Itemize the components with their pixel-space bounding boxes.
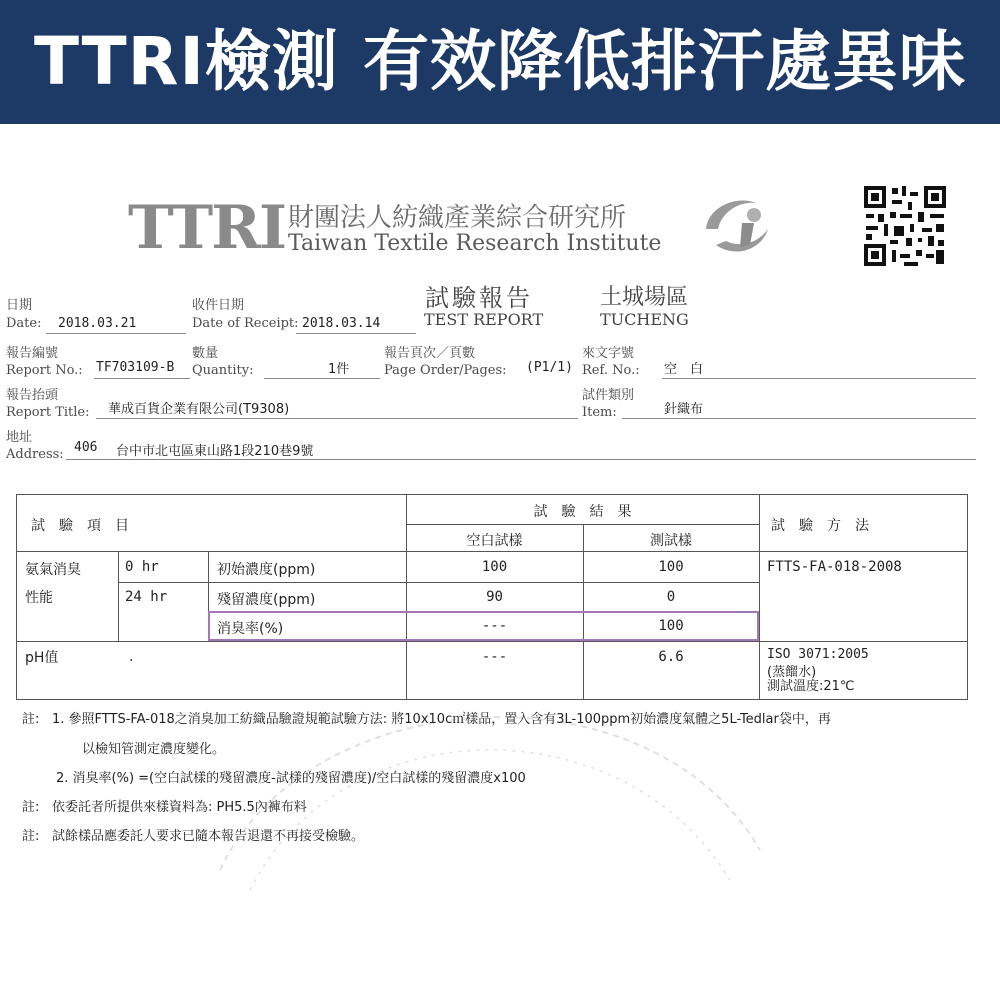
note-1-line3: 2. 消臭率(%) =(空白試樣的殘留濃度-試樣的殘留濃度)/空白試樣的殘留濃度x100 — [56, 771, 526, 786]
receipt-label-zh: 收件日期 — [192, 298, 245, 313]
header-blank-sample: 空白試樣 — [466, 533, 523, 549]
title-label-zh: 報告抬頭 — [6, 388, 59, 403]
note-2-text: 依委託者所提供來樣資料為: PH5.5內褲布料 — [52, 800, 307, 815]
note-3-key: 註: — [22, 829, 40, 844]
header-test-result: 試 驗 結 果 — [533, 504, 632, 520]
item-label-en: Item: — [582, 405, 617, 420]
institute-logo — [128, 195, 778, 270]
row-name: 初始濃度(ppm) — [217, 562, 316, 578]
note-1-line2: 以檢知管測定濃度變化。 — [82, 742, 226, 757]
method-ph-line2: (蒸餾水) — [767, 665, 817, 680]
row-sample-value: 100 — [658, 618, 684, 634]
date-label-en: Date: — [6, 316, 42, 331]
date-label-zh: 日期 — [6, 298, 33, 313]
group-ammonia-line1: 氨氣消臭 — [25, 562, 81, 578]
logo-ttri: TTRI — [128, 193, 286, 263]
address-code: 406 — [74, 440, 98, 455]
receipt-underline — [296, 333, 416, 334]
row-blank-value: 100 — [481, 559, 508, 575]
row-blank-value: 90 — [486, 589, 503, 605]
report-no-label-zh: 報告編號 — [6, 346, 59, 361]
header-test-sample: 測試樣 — [650, 533, 692, 549]
address-underline — [66, 459, 976, 460]
institute-name-zh: 財團法人紡織產業綜合研究所 — [288, 203, 627, 233]
report-no-label-en: Report No.: — [6, 363, 83, 378]
note-2-key: 註: — [22, 800, 40, 815]
ref-value: 空 白 — [664, 362, 704, 377]
note-1-text: 1. 參照FTTS-FA-018之消臭加工紡織品驗證規範試驗方法: 將10x10c㎡樣品，置入含有3L-100ppm初始濃度氣體之5L-Tedlar袋中，再 — [52, 712, 831, 727]
report-title-zh: 試驗報告 — [425, 284, 533, 312]
ph-blank-value: --- — [481, 649, 508, 665]
receipt-value: 2018.03.14 — [302, 316, 381, 331]
site-name-zh: 土城場區 — [600, 285, 689, 310]
ph-label: pH值 — [25, 650, 59, 666]
date-underline — [46, 333, 186, 334]
quantity-underline — [264, 378, 380, 379]
site-name-en: TUCHENG — [600, 310, 689, 329]
note-1-key: 註: — [22, 712, 40, 727]
report-no-value: TF703109-B — [96, 360, 175, 375]
quantity-label-zh: 數量 — [192, 346, 219, 361]
item-label-zh: 試件類別 — [582, 388, 635, 403]
receipt-label-en: Date of Receipt: — [192, 316, 299, 331]
row-blank-value: --- — [481, 618, 508, 634]
pages-label-en: Page Order/Pages: — [384, 363, 507, 378]
method-ammonia: FTTS-FA-018-2008 — [767, 559, 902, 575]
table-hline — [118, 582, 759, 583]
watermark-stamp-icon — [190, 640, 790, 900]
row-name: 殘留濃度(ppm) — [217, 592, 316, 608]
qr-code-icon — [862, 184, 948, 268]
title-underline — [96, 418, 578, 419]
address-label-zh: 地址 — [6, 430, 33, 445]
row-time: 24 hr — [125, 589, 168, 605]
method-ph-line3: 測試溫度:21℃ — [767, 679, 855, 694]
quantity-value: 1件 — [328, 362, 350, 377]
pages-label-zh: 報告頁次／頁數 — [384, 346, 476, 361]
report-title-en: TEST REPORT — [424, 310, 544, 329]
institute-emblem-icon — [696, 189, 776, 264]
banner-title: TTRI檢測 有效降低排汗處異味 — [34, 23, 966, 100]
institute-name-en: Taiwan Textile Research Institute — [288, 231, 662, 256]
report-no-underline — [94, 378, 190, 379]
item-value: 針織布 — [664, 402, 704, 417]
ref-underline — [662, 378, 976, 379]
date-value: 2018.03.21 — [58, 316, 137, 331]
address-value: 台中市北屯區東山路1段210巷9號 — [116, 444, 314, 459]
row-sample-value: 100 — [658, 559, 684, 575]
ph-sample-value: 6.6 — [658, 649, 684, 665]
item-underline — [622, 418, 976, 419]
title-label-en: Report Title: — [6, 405, 90, 420]
table-vline — [118, 552, 119, 641]
ref-label-zh: 來文字號 — [582, 346, 635, 361]
row-time: 0 hr — [125, 559, 159, 575]
header-test-method: 試 驗 方 法 — [771, 518, 869, 534]
row-sample-value: 0 — [666, 589, 676, 605]
table-hline — [406, 524, 759, 525]
row-name: 消臭率(%) — [217, 621, 284, 637]
quantity-label-en: Quantity: — [192, 363, 254, 378]
note-3-text: 試餘樣品應委託人要求已隨本報告退還不再接受檢驗。 — [52, 829, 365, 844]
header-test-item: 試 驗 項 目 — [31, 518, 129, 534]
address-label-en: Address: — [6, 447, 64, 462]
title-value: 華成百貨企業有限公司(T9308) — [108, 402, 290, 417]
ph-dot: . — [129, 649, 134, 665]
report-heading — [0, 278, 1000, 338]
header-banner — [0, 0, 1000, 124]
method-ph-line1: ISO 3071:2005 — [767, 647, 869, 662]
pages-value: (P1/1) — [526, 360, 573, 375]
ref-label-en: Ref. No.: — [582, 363, 640, 378]
group-ammonia-line2: 性能 — [25, 590, 53, 606]
table-hline — [17, 551, 968, 552]
